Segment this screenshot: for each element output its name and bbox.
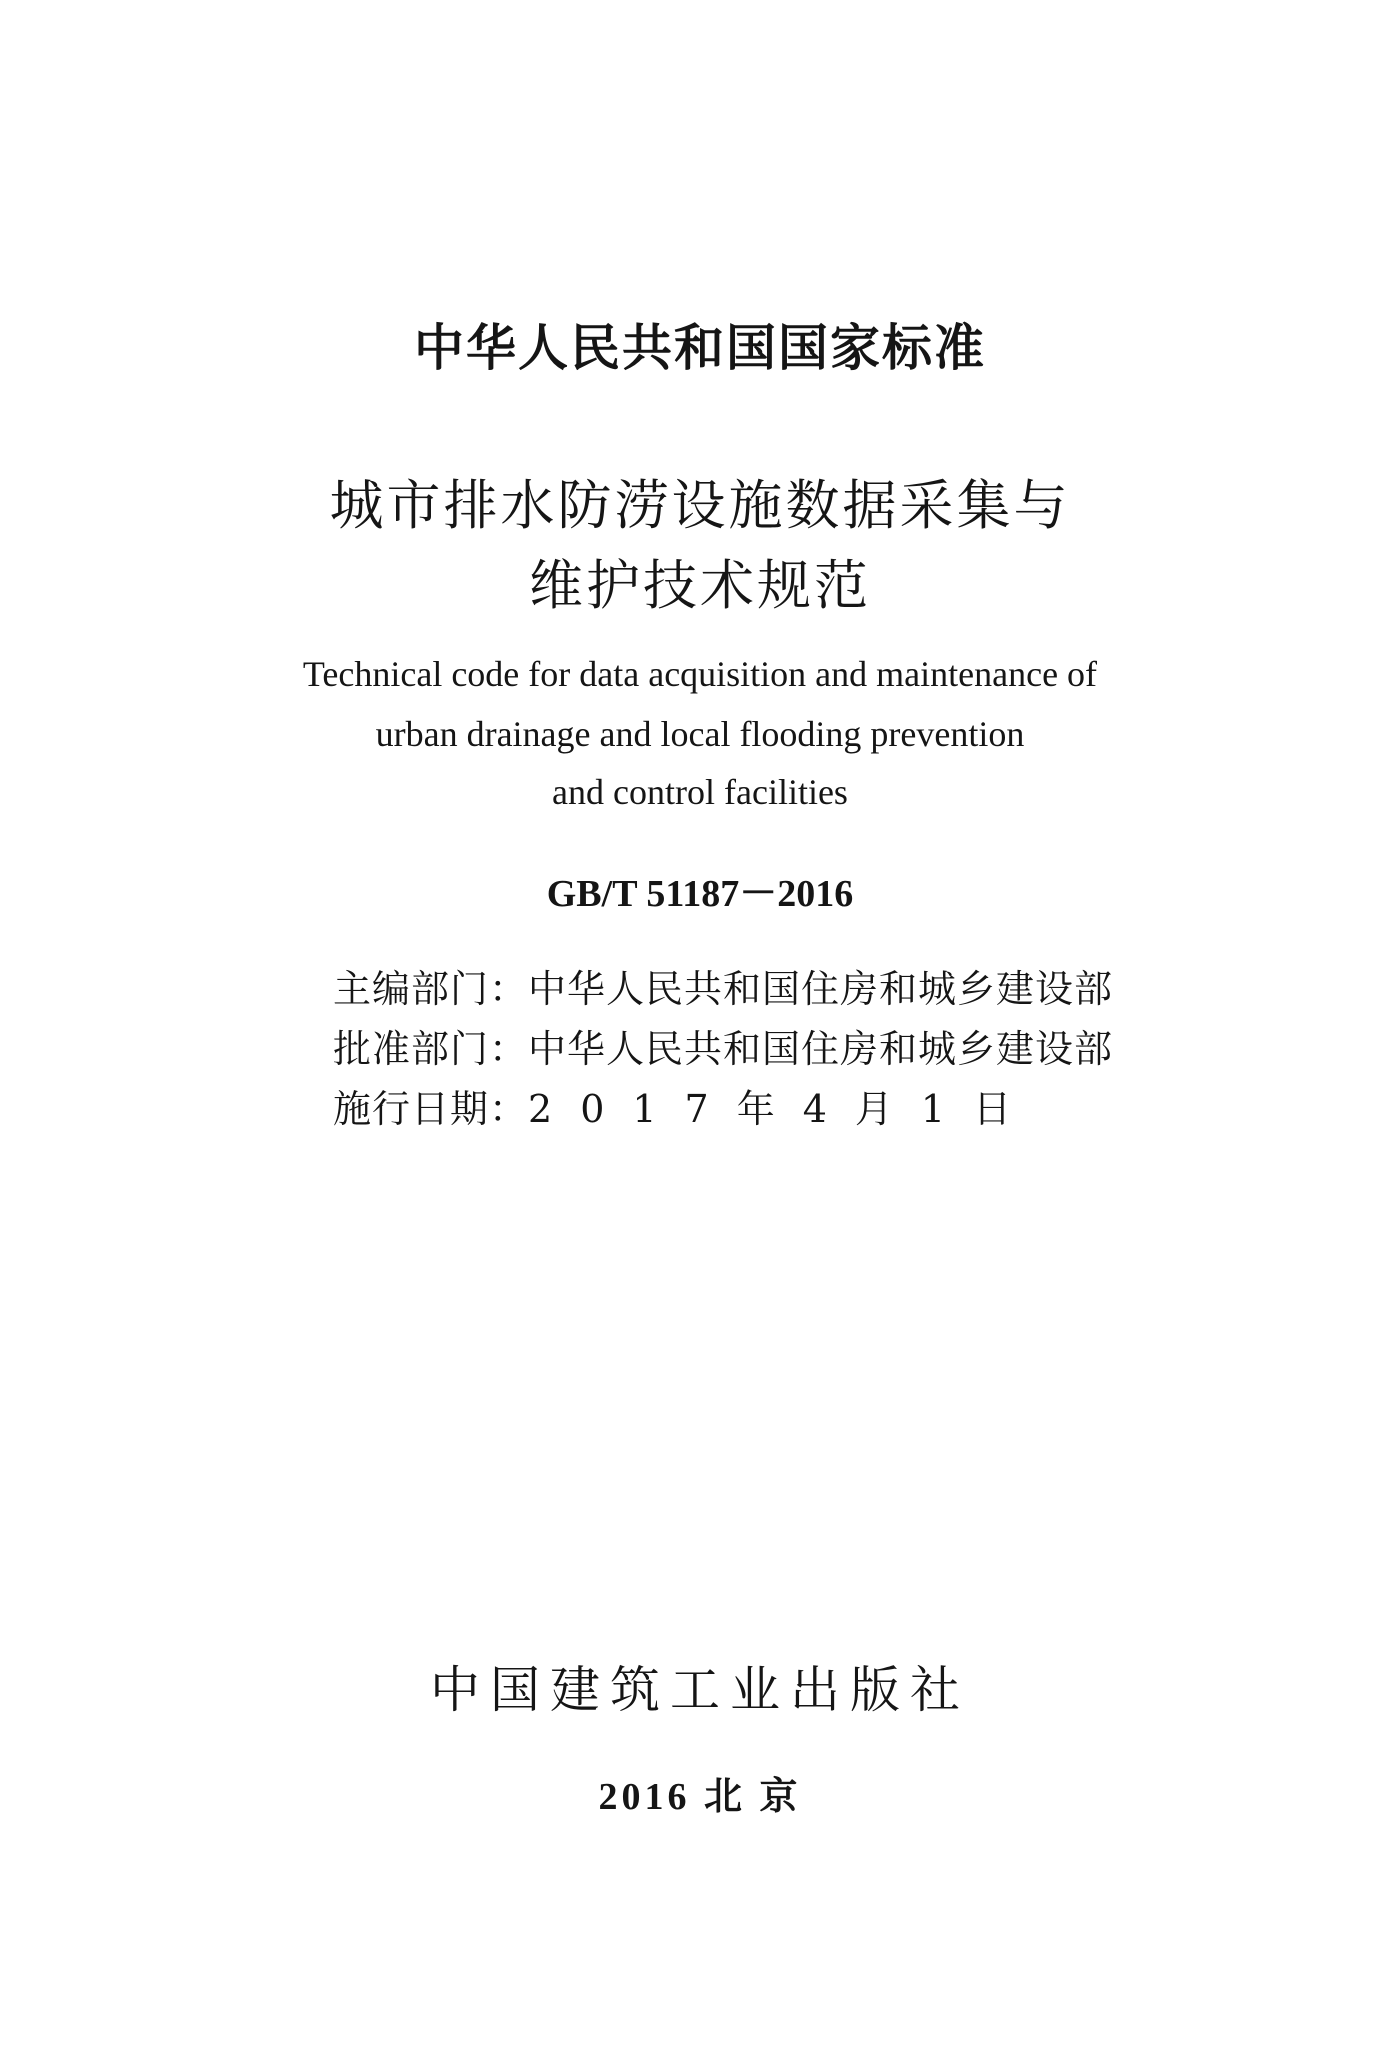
approving-department-value: 中华人民共和国住房和城乡建设部 [528, 1027, 1114, 1071]
editing-department-value: 中华人民共和国住房和城乡建设部 [528, 967, 1114, 1011]
national-standard-heading: 中华人民共和国国家标准 [414, 319, 986, 377]
english-title-line-1: Technical code for data acquisition and maintenance of [302, 654, 1098, 694]
editing-department-label: 主编部门： [333, 967, 529, 1011]
publisher-name: 中国建筑工业出版社 [430, 1661, 970, 1719]
approving-department-label: 批准部门： [333, 1027, 529, 1071]
english-title-line-3: and control facilities [552, 772, 848, 812]
effective-date-value: 2017年4月1日 [528, 1087, 1040, 1131]
editing-department-row [333, 958, 1133, 1018]
effective-date-row [333, 1078, 1133, 1138]
approving-department-row [333, 1018, 1133, 1078]
standard-metadata [333, 958, 1133, 1138]
chinese-title-line-2: 维护技术规范 [529, 554, 871, 617]
effective-date-label: 施行日期： [333, 1087, 529, 1131]
chinese-title-line-1: 城市排水防涝设施数据采集与 [329, 474, 1071, 537]
english-title-line-2: urban drainage and local flooding prevention [375, 714, 1025, 754]
publication-year-place: 2016 北 京 [598, 1776, 802, 1818]
standard-number: GB/T 51187－2016 [546, 873, 854, 915]
